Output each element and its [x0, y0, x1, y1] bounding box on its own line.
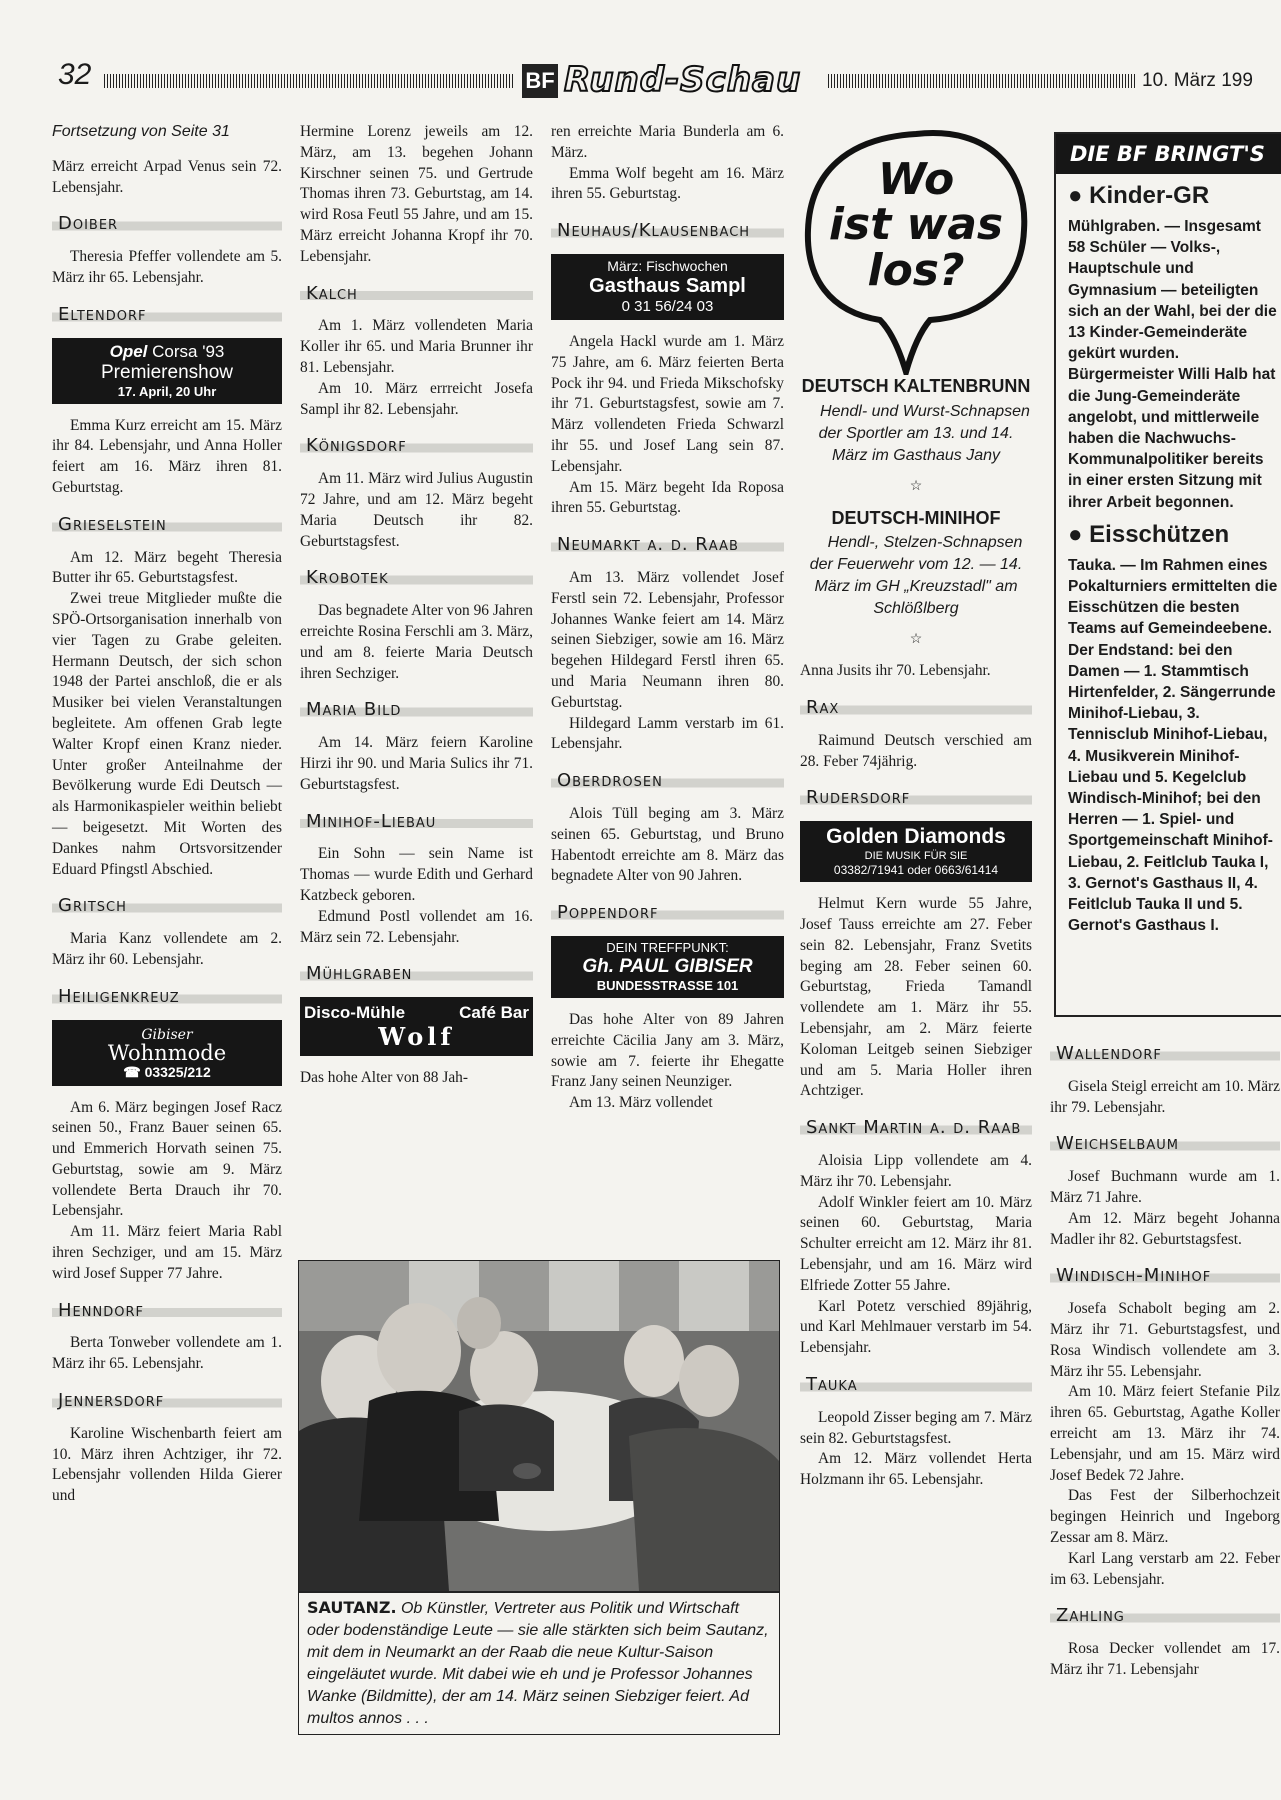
bubble-text: ist was	[828, 199, 1004, 250]
location-heading: Windisch-Minihof	[1050, 1264, 1280, 1289]
issue-date: 10. März 199	[1142, 70, 1253, 91]
article-text: Angela Hackl wurde am 1. März 75 Jahre, am 6. März feierten Berta Pock ihr 94. und Frieda Mikschofsky ihr 71. Geburtstagsfest, sowie am 7. März vollendeten Frieda Schwarzl ihr 55. und Josef Lang sein 87. Lebensjahr.	[551, 332, 784, 475]
sidebar-text: Mühlgraben. — Insgesamt 58 Schüler — Volks-, Hauptschule und Gymnasium — beteiligten sich an der Wahl, bei der die 13 Kinder-Gemeinderäte gekürt wurden. Bürgermeister Willi Halb hat die Jung-Gemeinderäte angelobt, und mittlerweile haben die Nachwuchs-Kommunalpolitiker bereits in einer ersten Sitzung mit ihrer Arbeit begonnen.	[1068, 218, 1277, 511]
ad-phone: 0 31 56/24 03	[621, 297, 714, 315]
caption-text: Ob Künstler, Vertreter aus Politik und Wirtschaft oder bodenständige Leute — sie alle stärkten sich beim Sautanz, mit dem in Neumarkt an der Raab die neue Kultur-Saison eingeläutet wurde. Mit dabei wie eh und je Professor Johannes Wanke (Bildmitte), der am 14. März seinen Siebziger feiert. Ad multos annos . . .	[307, 1600, 769, 1727]
location-heading: Zahling	[1050, 1604, 1280, 1629]
article-text: Rosa Decker vollendet am 17. März ihr 71. Lebensjahr	[1050, 1640, 1280, 1678]
article-text: Maria Kanz vollendete am 2. März ihr 60. Lebensjahr.	[52, 930, 282, 968]
article-text: Gisela Steigl erreicht am 10. März ihr 79. Lebensjahr.	[1050, 1077, 1280, 1116]
page-number: 32	[58, 58, 92, 91]
star-icon: ☆	[909, 632, 923, 648]
ad-title: Premierenshow	[101, 361, 233, 383]
ad-gasthaus-sampl	[551, 254, 784, 320]
ad-golden-diamonds	[800, 821, 1032, 882]
article-text: Josefa Schabolt beging am 2. März ihr 71. Geburtstagsfest, und Rosa Windisch vollendete am 3. März ihr 55. Lebensjahr.	[1050, 1300, 1280, 1380]
article-text: Alois Tüll beging am 3. März seinen 65. Geburtstag, und Bruno Habentodt erreichte am 8. März das begnadete Alter von 90 Jahren.	[551, 804, 784, 885]
article-text: Das hohe Alter von 89 Jahren erreichte Cäcilia Jany am 3. März, sowie am 7. feierte ihr Ehegatte Franz Jany seinen Neunziger.	[551, 1010, 784, 1091]
location-heading: Oberdrosen	[551, 769, 784, 794]
ad-phone: ☎ 03325/212	[123, 1063, 211, 1080]
location-heading: Doiber	[52, 212, 282, 237]
location-heading: Eltendorf	[52, 303, 282, 328]
ad-model: Corsa '93	[152, 341, 225, 361]
article-text: Am 13. März vollendet	[569, 1094, 713, 1112]
ad-opel	[52, 338, 282, 404]
column-4	[800, 376, 1032, 1491]
article-text: Raimund Deutsch verschied am 28. Feber 74jährig.	[800, 731, 1032, 770]
event-title: DEUTSCH KALTENBRUNN	[801, 376, 1031, 396]
article-text: Anna Jusits ihr 70. Lebensjahr.	[800, 662, 991, 680]
continuation-note: Fortsetzung von Seite 31	[52, 123, 230, 140]
article-text: Am 11. März wird Julius Augustin 72 Jahre, und am 12. März begeht Maria Deutsch ihr 82. Geburtstagsfest.	[300, 470, 533, 550]
ad-date: 17. April, 20 Uhr	[117, 383, 217, 399]
sidebar-heading: ● Eisschützen	[1068, 520, 1230, 548]
article-text: Das hohe Alter von 88 Jah-	[300, 1068, 468, 1086]
ad-line: Golden Diamonds	[826, 825, 1006, 849]
event-text: Hendl- und Wurst-Schnapsen der Sportler am 13. und 14. März im Gasthaus Jany	[818, 402, 1030, 464]
photo-caption	[298, 1592, 780, 1735]
article-text: Emma Kurz erreicht am 15. März ihr 84. Lebensjahr, und Anna Holler feiert am 16. März ihren 81. Geburtstag.	[52, 416, 282, 496]
photo-image	[299, 1261, 779, 1591]
article-text: Am 15. März begeht Ida Roposa ihren 55. Geburtstag.	[551, 478, 784, 517]
location-heading: Jennersdorf	[52, 1389, 282, 1414]
ad-disco-muehle	[300, 997, 533, 1056]
location-heading: Weichselbaum	[1050, 1132, 1280, 1157]
ad-line: März: Fischwochen	[607, 257, 728, 274]
event-listing	[800, 376, 1032, 467]
article-text: Karl Lang verstarb am 22. Feber im 63. Lebensjahr.	[1050, 1549, 1280, 1588]
article-text: Adolf Winkler feiert am 10. März seinen 60. Geburtstag, Maria Schulter erreicht am 12. März ihr 81. Lebensjahr, und am 16. März wird Elfriede Zotter 55 Jahre.	[800, 1193, 1032, 1294]
location-heading: Neuhaus/Klausenbach	[551, 219, 784, 244]
location-heading: Maria Bild	[300, 698, 533, 723]
location-heading: Königsdorf	[300, 434, 533, 459]
article-text: Ein Sohn — sein Name ist Thomas — wurde Edith und Gerhard Katzbeck geboren.	[300, 845, 533, 904]
ad-brand: Opel	[109, 341, 148, 361]
ad-gibiser-wohnmode	[52, 1020, 282, 1086]
ad-line: BUNDESSTRASSE 101	[596, 977, 739, 993]
article-text: Am 13. März vollendet Josef Ferstl sein 72. Lebensjahr, Professor Johannes Wanke feiert am 14. März seinen Siebziger, sowie am 16. März begehen Hildegard Ferstl ihren 65. und Maria Neumann ihren 80. Geburtstag.	[551, 568, 784, 711]
masthead-title: Rund-Schau	[564, 60, 802, 100]
event-text: Hendl-, Stelzen-Schnapsen der Feuerwehr vom 12. — 14. März im GH „Kreuzstadl" am Schlößlberg	[809, 534, 1023, 618]
column-1	[52, 122, 282, 1507]
bubble-text: los?	[867, 245, 965, 296]
location-heading: Kalch	[300, 282, 533, 307]
article-text: Josef Buchmann wurde am 1. März 71 Jahre.	[1050, 1168, 1280, 1206]
sidebar-text: Tauka. — Im Rahmen eines Pokalturniers ermittelten die Eisschützen die besten Teams auf Gemeindeebene. Der Endstand: bei den Damen — 1. Stammtisch Hirtenfelder, 2. Sängerrunde Minihof-Liebau, 3. Tennisclub Minihof-Liebau, 4. Musikverein Minihof-Liebau und 5. Kegelclub Windisch-Minihof; bei den Herren — 1. Spiel- und Sportgemeinschaft Minihof-Liebau, 2. Feitlclub Tauka I, 3. Gernot's Gasthaus II, 4. Feitlclub Tauka II und 5. Gernot's Gasthaus I.	[1068, 556, 1278, 935]
ad-line: DIE MUSIK FÜR SIE	[864, 850, 968, 863]
location-heading: Sankt Martin a. d. Raab	[800, 1116, 1032, 1141]
article-text: Aloisia Lipp vollendete am 4. März ihr 70. Lebensjahr.	[800, 1151, 1032, 1190]
article-text: Am 11. März feiert Maria Rabl ihren Sechziger, und am 15. März wird Josef Supper 77 Jahre.	[52, 1223, 282, 1282]
location-heading: Rax	[800, 696, 1032, 721]
ad-line: DEIN TREFFPUNKT:	[606, 939, 729, 955]
sidebar-box	[1054, 132, 1281, 1017]
article-text: Karl Potetz verschied 89jährig, und Karl Mehlmauer verstarb im 54. Lebensjahr.	[800, 1297, 1032, 1357]
article-text: Leopold Zisser beging am 7. März sein 82. Geburtstagsfest.	[800, 1408, 1032, 1447]
article-text: Zwei treue Mitglieder mußte die SPÖ-Ortsorganisation innerhalb von vier Tagen zu Grabe geleiten. Hermann Deutsch, der sich schon 1948 der Partei anschloß, die er als Musiker bei vielen Veranstaltungen begleitete. Am offenen Grab legte Walter Kropf einen Kranz nieder. Unter großer Anteilnahme der Bevölkerung wurde Edi Deutsch — als Harmonikaspieler weithin beliebt — beigesetzt. Mit Worten des Dankes nahm Ortsvorsitzender Eduard Pfingstl Abschied.	[52, 590, 282, 878]
caption-label: SAUTANZ.	[307, 1598, 397, 1617]
location-heading: Henndorf	[52, 1299, 282, 1324]
article-text: Am 12. März begeht Johanna Madler ihr 82. Geburtstagsfest.	[1050, 1209, 1280, 1248]
ad-line: Disco-Mühle	[304, 1003, 406, 1023]
ad-line: Café Bar	[459, 1003, 529, 1023]
event-title: DEUTSCH-MINIHOF	[831, 507, 1001, 528]
article-text: Am 6. März begingen Josef Racz seinen 50., Franz Bauer seinen 65. und Emmerich Horvath seinen 75. Geburtstag, sowie am 9. März vollendete Berta Drauch ihr 70. Lebensjahr.	[52, 1098, 282, 1220]
article-text: März erreicht Arpad Venus sein 72. Lebensjahr.	[52, 157, 282, 196]
location-heading: Tauka	[800, 1373, 1032, 1398]
article-text: Am 1. März vollendeten Maria Koller ihr 65. und Maria Brunner ihr 81. Lebensjahr.	[300, 317, 533, 376]
article-text: Am 10. März feiert Stefanie Pilz ihren 65. Geburtstag, Agathe Koller erreicht am 13. März ihr 74. Lebensjahr, und am 15. März wird Josef Bedek 72 Jahre.	[1050, 1383, 1280, 1484]
star-icon: ☆	[909, 478, 923, 494]
masthead-logo	[520, 58, 822, 104]
article-text: Am 10. März errreicht Josefa Sampl ihr 82. Lebensjahr.	[300, 379, 533, 418]
column-2	[300, 122, 533, 1089]
article-text: Am 14. März feiern Karoline Hirzi ihr 90. und Maria Sulics ihr 71. Geburtstagsfest.	[300, 734, 533, 793]
ad-gh-paul-gibiser	[551, 936, 784, 998]
location-heading: Neumarkt a. d. Raab	[551, 533, 784, 558]
speech-bubble	[800, 120, 1032, 375]
column-3	[551, 122, 784, 1114]
article-text: Das begnadete Alter von 96 Jahren erreichte Rosina Ferschli am 3. März, und am 8. feierte Maria Deutsch ihren Sechziger.	[300, 602, 533, 682]
article-text: Am 12. März begeht Theresia Butter ihr 65. Geburtstagsfest.	[52, 548, 282, 587]
article-text: Am 12. März vollendet Herta Holzmann ihr 65. Lebensjahr.	[800, 1450, 1032, 1489]
ad-line: Wohnmode	[107, 1040, 227, 1065]
ad-name: Wolf	[378, 1021, 455, 1051]
column-5	[1050, 1028, 1280, 1681]
article-text: ren erreichte Maria Bunderla am 6. März.	[551, 123, 784, 161]
location-heading: Mühlgraben	[300, 962, 533, 987]
header-rule-right	[828, 74, 1136, 88]
header-rule-left	[104, 74, 514, 88]
location-heading: Rudersdorf	[800, 786, 1032, 811]
ad-line: Gasthaus Sampl	[589, 274, 746, 297]
article-text: Emma Wolf begeht am 16. März ihren 55. Geburtstag.	[551, 164, 784, 203]
location-heading: Grieselstein	[52, 513, 282, 538]
article-text: Das Fest der Silberhochzeit begingen Heinrich und Ingeborg Zessar am 8. März.	[1050, 1487, 1280, 1546]
bubble-text: Wo	[877, 154, 955, 205]
article-text: Theresia Pfeffer vollendete am 5. März ihr 65. Lebensjahr.	[52, 248, 282, 286]
article-text: Edmund Postl vollendet am 16. März sein 72. Lebensjahr.	[300, 907, 533, 946]
location-heading: Krobotek	[300, 566, 533, 591]
ad-phone: 03382/71941 oder 0663/61414	[833, 863, 999, 878]
location-heading: Poppendorf	[551, 901, 784, 926]
ad-line: Gh. PAUL GIBISER	[582, 955, 753, 977]
article-text: Hermine Lorenz jeweils am 12. März, am 13. begehen Johann Kirschner seinen 75. und Gertrude Thomas ihren 73. Geburtstag, am 14. wird Rosa Feutl 55 Jahre, und am 15. März erreicht Johanna Kropf ihr 70. Lebensjahr.	[300, 123, 533, 265]
sidebar-banner: DIE BF BRINGT'S	[1056, 134, 1281, 174]
location-heading: Wallendorf	[1050, 1042, 1280, 1067]
location-heading: Gritsch	[52, 894, 282, 919]
article-text: Helmut Kern wurde 55 Jahre, Josef Tauss erreichte am 27. Feber sein 82. Lebensjahr, Franz Svetits beging am 28. Feber seinen 60. Geburtstag, Frieda Tamandl vollendete am 1. März ihr 55. Lebensjahr, am 2. März feierte Koloman Leitgeb seinen Siebziger und am 5. Maria Holler ihren Achtziger.	[800, 895, 1032, 1100]
article-text: Karoline Wischenbarth feiert am 10. März ihren Achtziger, ihr 72. Lebensjahr vollenden Hilda Gierer und	[52, 1424, 282, 1505]
location-heading: Minihof-Liebau	[300, 810, 533, 835]
event-listing	[800, 508, 1032, 621]
location-heading: Heiligenkreuz	[52, 985, 282, 1010]
bf-logo: BF	[522, 64, 558, 98]
article-text: Berta Tonweber vollendete am 1. März ihr 65. Lebensjahr.	[52, 1334, 282, 1373]
ad-line: Gibiser	[141, 1026, 193, 1043]
news-photo	[298, 1260, 780, 1592]
article-text: Hildegard Lamm verstarb im 61. Lebensjahr.	[551, 714, 784, 753]
sidebar-heading: ● Kinder-GR	[1068, 182, 1210, 209]
